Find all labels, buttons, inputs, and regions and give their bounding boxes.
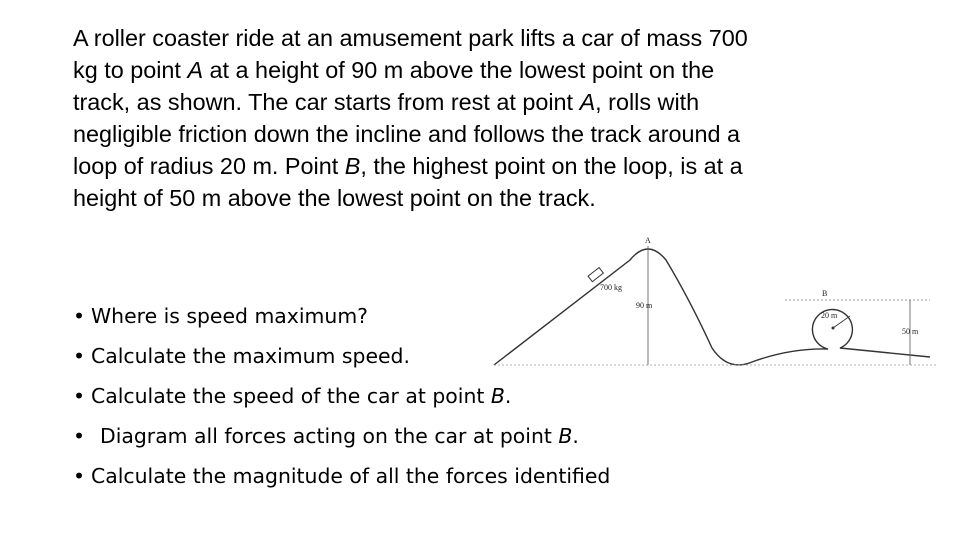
mass-label: 700 kg — [600, 283, 622, 292]
question-item: • Where is speed maximum? — [73, 296, 610, 336]
question-item: • Calculate the maximum speed. — [73, 336, 610, 376]
roller-coaster-diagram — [490, 230, 940, 375]
radius-label: 20 m — [821, 311, 838, 320]
question-item: • Diagram all forces acting on the car at point B. — [73, 416, 610, 456]
problem-line: track, as shown. The car starts from rest at point A, rolls with — [73, 89, 700, 115]
problem-statement — [73, 22, 903, 214]
problem-line: height of 50 m above the lowest point on the track. — [73, 185, 596, 211]
point-a-label: A — [645, 236, 651, 245]
height-a-label: 90 m — [636, 301, 653, 310]
problem-line: loop of radius 20 m. Point B, the highest point on the loop, is at a — [73, 153, 743, 179]
question-item: • Calculate the magnitude of all the forces identified — [73, 456, 610, 496]
coaster-track — [494, 249, 930, 365]
question-item: • Calculate the speed of the car at point B. — [73, 376, 610, 416]
problem-line: negligible friction down the incline and follows the track around a — [73, 121, 741, 147]
point-b-label: B — [822, 289, 828, 298]
problem-line: A roller coaster ride at an amusement park lifts a car of mass 700 — [73, 25, 748, 51]
problem-line: kg to point A at a height of 90 m above the lowest point on the — [73, 57, 715, 83]
height-b-label: 50 m — [902, 327, 919, 336]
car-icon — [588, 268, 603, 282]
